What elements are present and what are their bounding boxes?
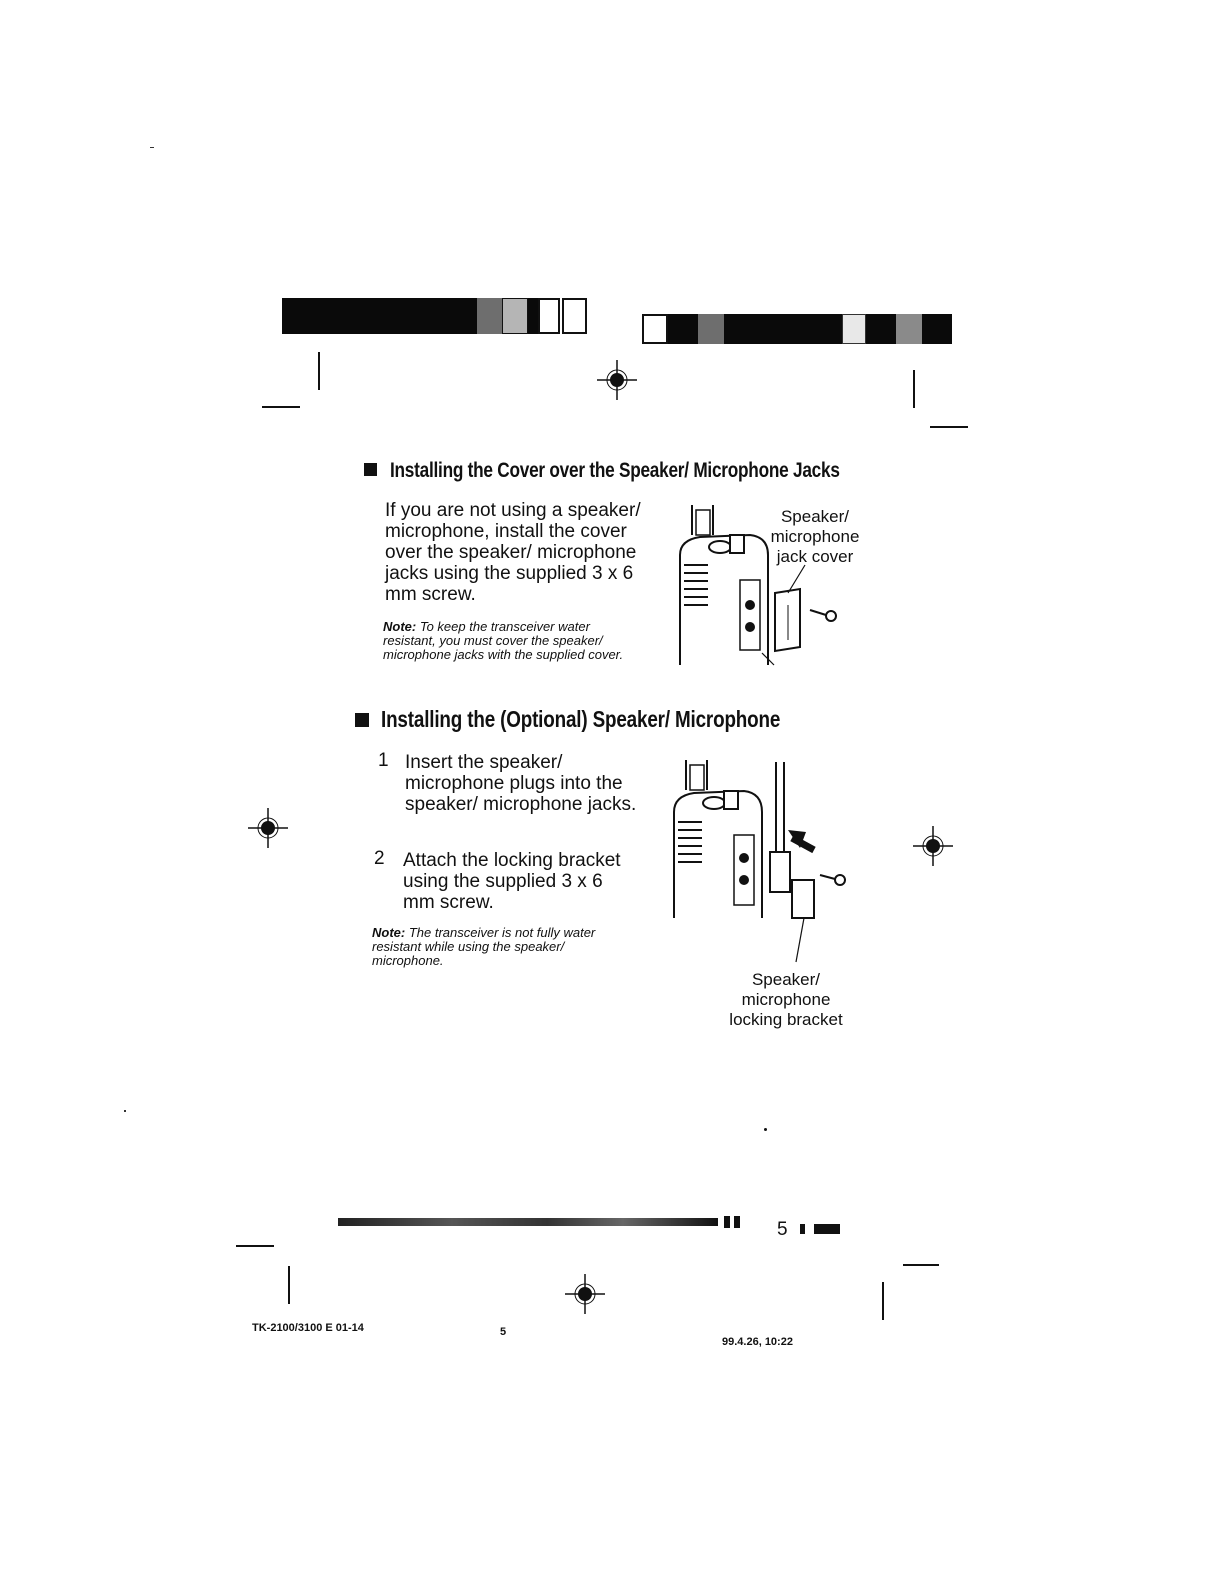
step-1-text: Insert the speaker/ microphone plugs into the speaker/ microphone jacks.: [405, 752, 637, 815]
registration-bar-left: [282, 298, 587, 334]
section-1-callout: Speaker/ microphone jack cover: [770, 507, 860, 566]
note-body: To keep the transceiver water resistant, you must cover the speaker/ microphone jacks with the supplied cover.: [383, 619, 624, 662]
footer-sheet: 5: [500, 1326, 507, 1338]
section-bullet: [355, 713, 369, 727]
transceiver-illustration: [664, 760, 854, 965]
crop-mark-icon: [318, 352, 320, 390]
registration-bar-right: [642, 314, 952, 344]
section-2-title: Installing the (Optional) Speaker/ Microphone: [381, 706, 781, 732]
page-number: 5: [777, 1219, 788, 1240]
crop-mark-icon: [288, 1266, 290, 1304]
step-2-text: Attach the locking bracket using the supplied 3 x 6 mm screw.: [403, 850, 621, 913]
note-body: The transceiver is not fully water resistant while using the speaker/ microphone.: [372, 925, 596, 968]
speck: [124, 1110, 126, 1112]
registration-mark-icon: [913, 826, 953, 866]
crop-mark-icon: [882, 1282, 884, 1320]
registration-mark-icon: [597, 360, 637, 400]
note-label: Note:: [383, 619, 417, 634]
section-bullet: [364, 463, 377, 476]
note-label: Note:: [372, 925, 406, 940]
speck: [150, 147, 154, 148]
crop-mark-icon: [262, 406, 300, 408]
crop-mark-icon: [930, 426, 968, 428]
registration-mark-icon: [248, 808, 288, 848]
crop-mark-icon: [236, 1245, 274, 1247]
step-1-number: 1: [378, 750, 389, 771]
page-strip: [338, 1218, 718, 1226]
section-1-body: If you are not using a speaker/ microphone, install the cover over the speaker/ microphone jacks using the supplied 3 x 6 mm screw.: [385, 500, 641, 605]
strip-marks: [724, 1216, 746, 1228]
strip-marks: [800, 1224, 840, 1234]
footer-doc-code: TK-2100/3100 E 01-14: [252, 1322, 364, 1334]
section-2-note: [372, 926, 612, 968]
section-1-title: Installing the Cover over the Speaker/ Microphone Jacks: [390, 459, 840, 482]
crop-mark-icon: [903, 1264, 939, 1266]
footer-timestamp: 99.4.26, 10:22: [722, 1336, 793, 1348]
section-1-note: [383, 620, 641, 662]
crop-mark-icon: [913, 370, 915, 408]
speck: [764, 1128, 767, 1131]
registration-mark-icon: [565, 1274, 605, 1314]
section-2-callout: Speaker/ microphone locking bracket: [729, 970, 843, 1029]
step-2-number: 2: [374, 848, 385, 869]
